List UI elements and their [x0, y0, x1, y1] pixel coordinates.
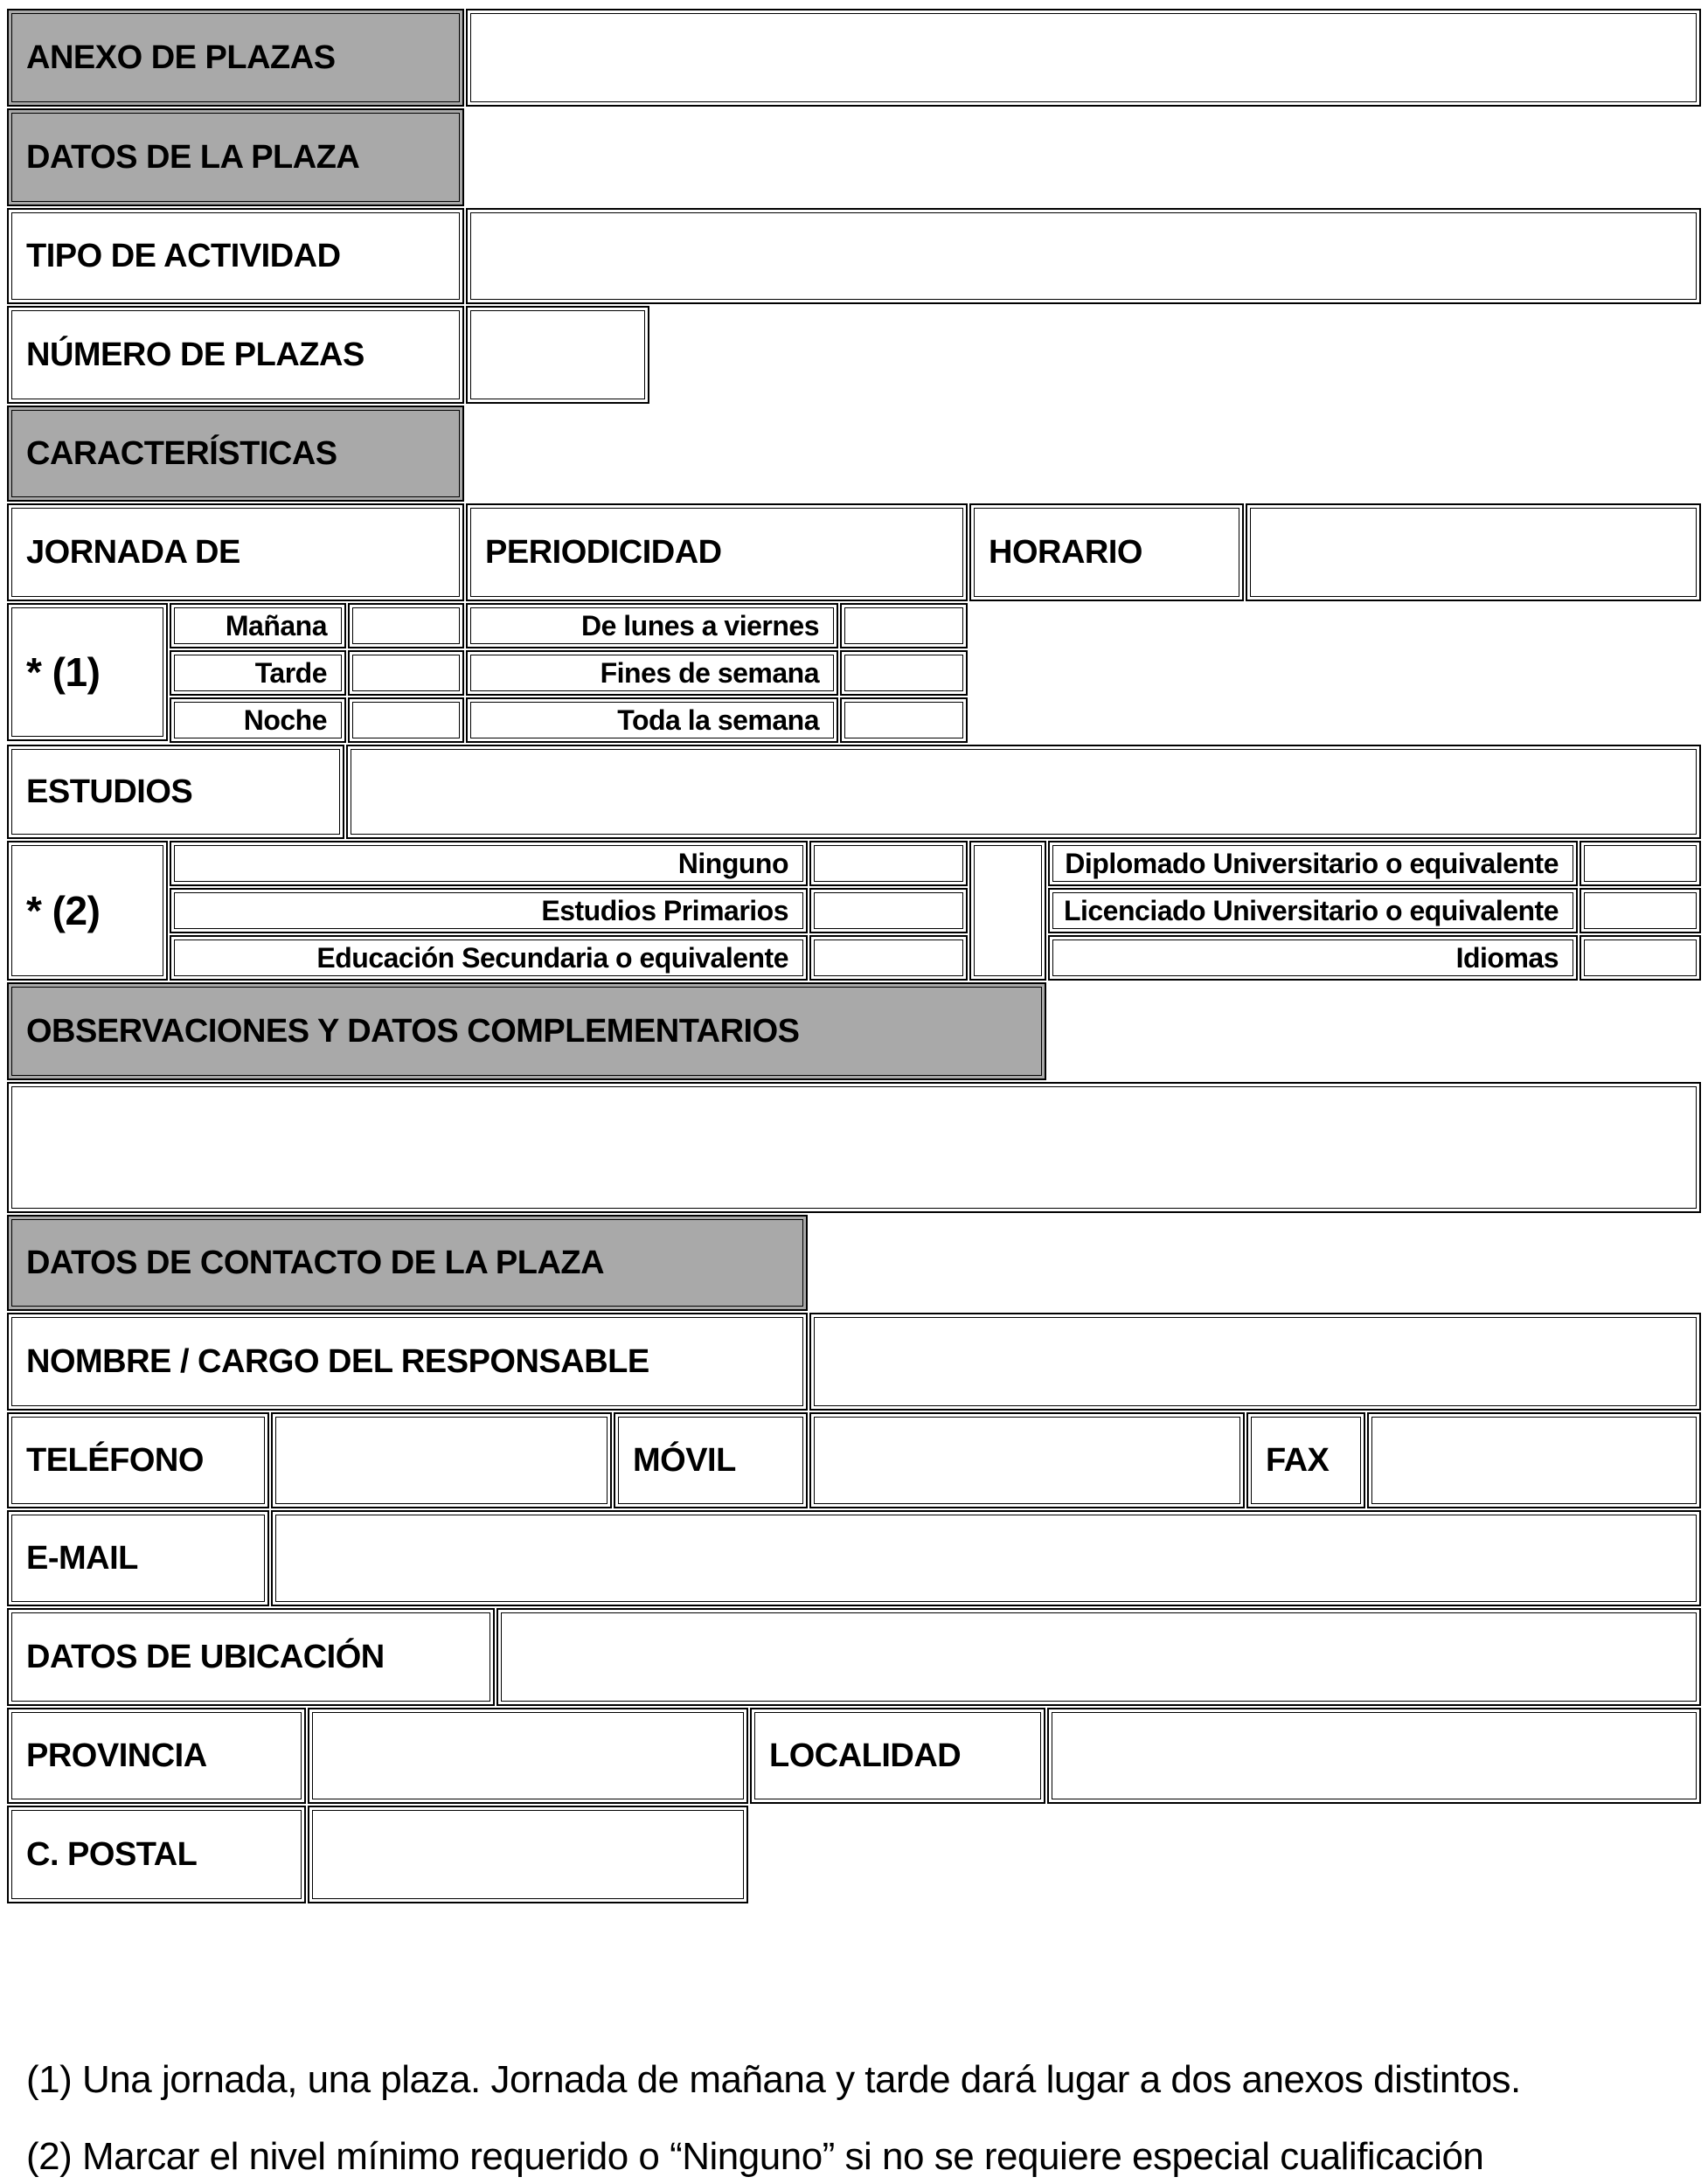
telefono-label: TELÉFONO	[26, 1441, 204, 1479]
turno-tarde-checkbox[interactable]	[348, 650, 464, 696]
estudio-primarios-checkbox[interactable]	[809, 888, 968, 933]
horario-input[interactable]	[1246, 503, 1701, 601]
jornada-marker: * (1)	[26, 649, 101, 695]
email-label: E-MAIL	[26, 1539, 138, 1577]
turno-manana-label: Mañana	[225, 609, 327, 641]
numero-plazas-input[interactable]	[466, 306, 649, 404]
estudio-idiomas-checkbox[interactable]	[1580, 935, 1701, 981]
fax-label: FAX	[1266, 1441, 1330, 1479]
numero-plazas-label: NÚMERO DE PLAZAS	[26, 336, 365, 373]
jornada-label: JORNADA DE	[26, 533, 240, 571]
periodo-lunes-viernes-label: De lunes a viernes	[580, 609, 819, 641]
estudio-ninguno-label: Ninguno	[677, 847, 788, 879]
estudios-marker: * (2)	[26, 888, 101, 933]
fax-input[interactable]	[1367, 1412, 1701, 1508]
estudio-licenciado-label: Licenciado Universitario o equivalente	[1063, 894, 1559, 926]
estudio-secundaria-label: Educación Secundaria o equivalente	[316, 941, 788, 974]
localidad-label: LOCALIDAD	[769, 1737, 962, 1774]
estudios-spacer-cell	[969, 841, 1046, 981]
estudio-diplomado-checkbox[interactable]	[1580, 841, 1701, 886]
email-input[interactable]	[271, 1510, 1701, 1606]
estudio-diplomado-label: Diplomado Universitario o equivalente	[1065, 847, 1559, 879]
caracteristicas-title: CARACTERÍSTICAS	[26, 434, 337, 472]
turno-noche-label: Noche	[243, 704, 327, 736]
horario-label: HORARIO	[989, 533, 1142, 571]
localidad-input[interactable]	[1047, 1708, 1701, 1804]
estudio-licenciado-checkbox[interactable]	[1580, 888, 1701, 933]
ubicacion-input[interactable]	[496, 1608, 1701, 1706]
periodo-fines-semana-checkbox[interactable]	[840, 650, 968, 696]
observaciones-title: OBSERVACIONES Y DATOS COMPLEMENTARIOS	[26, 1012, 800, 1050]
footnote-2: (2) Marcar el nivel mínimo requerido o “Ninguno” si no se requiere especial cualificación	[26, 2135, 1484, 2178]
periodo-toda-semana-checkbox[interactable]	[840, 697, 968, 743]
datos-plaza-title: DATOS DE LA PLAZA	[26, 138, 360, 176]
observaciones-textarea[interactable]	[7, 1082, 1701, 1213]
ubicacion-label: DATOS DE UBICACIÓN	[26, 1638, 385, 1675]
provincia-label: PROVINCIA	[26, 1737, 207, 1774]
footnote-1: (1) Una jornada, una plaza. Jornada de mañana y tarde dará lugar a dos anexos distintos.	[26, 2058, 1521, 2101]
responsable-label: NOMBRE / CARGO DEL RESPONSABLE	[26, 1342, 649, 1380]
estudio-idiomas-label: Idiomas	[1455, 941, 1559, 974]
movil-input[interactable]	[809, 1412, 1245, 1508]
estudio-secundaria-checkbox[interactable]	[809, 935, 968, 981]
turno-noche-checkbox[interactable]	[348, 697, 464, 743]
periodo-lunes-viernes-checkbox[interactable]	[840, 603, 968, 648]
telefono-input[interactable]	[271, 1412, 612, 1508]
cpostal-input[interactable]	[308, 1806, 748, 1903]
tipo-actividad-input[interactable]	[466, 208, 1701, 304]
estudios-label: ESTUDIOS	[26, 773, 193, 810]
anexo-title: ANEXO DE PLAZAS	[26, 38, 336, 76]
responsable-input[interactable]	[809, 1313, 1701, 1411]
anexo-input[interactable]	[466, 9, 1701, 107]
tipo-actividad-label: TIPO DE ACTIVIDAD	[26, 237, 341, 274]
provincia-input[interactable]	[308, 1708, 748, 1804]
estudio-ninguno-checkbox[interactable]	[809, 841, 968, 886]
periodo-fines-semana-label: Fines de semana	[600, 656, 819, 689]
turno-tarde-label: Tarde	[254, 656, 327, 689]
movil-label: MÓVIL	[633, 1441, 736, 1479]
turno-manana-checkbox[interactable]	[348, 603, 464, 648]
estudio-primarios-label: Estudios Primarios	[541, 894, 788, 926]
contacto-title: DATOS DE CONTACTO DE LA PLAZA	[26, 1244, 605, 1281]
periodo-toda-semana-label: Toda la semana	[617, 704, 819, 736]
estudios-input[interactable]	[346, 745, 1701, 839]
cpostal-label: C. POSTAL	[26, 1835, 198, 1873]
periodicidad-label: PERIODICIDAD	[485, 533, 722, 571]
